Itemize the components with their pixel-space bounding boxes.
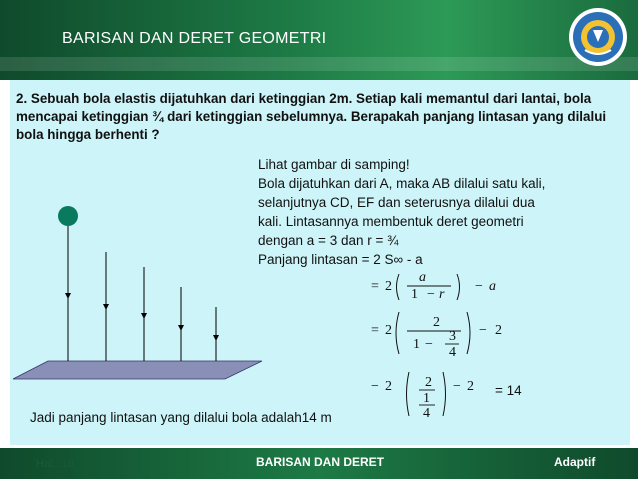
footer-title: BARISAN DAN DERET [256,455,385,469]
svg-text:=: = [371,323,379,338]
conclusion-text: Jadi panjang lintasan yang dilalui bola adalah14 m [30,410,332,425]
svg-text:1: 1 [423,391,430,406]
final-result: = 14 [495,383,522,398]
svg-text:r: r [439,287,445,302]
svg-text:2: 2 [385,379,392,394]
svg-text:2: 2 [433,315,440,330]
explanation-line: Panjang lintasan = 2 S∞ - a [258,252,423,267]
tut-wuri-handayani-logo [565,6,631,68]
page-number: Hal.: 18 [36,458,74,470]
svg-text:3: 3 [449,329,456,344]
explanation-text [258,155,618,269]
explanation-line: kali. Lintasannya membentuk deret geometri [258,214,524,229]
svg-text:−: − [371,379,379,394]
svg-text:2: 2 [467,379,474,394]
explanation-line: dengan a = 3 dan r = ¾ [258,233,399,248]
svg-text:a: a [419,270,426,285]
svg-text:−: − [425,337,433,352]
svg-text:=: = [371,279,379,294]
svg-text:−: − [453,379,461,394]
svg-text:−: − [475,279,483,294]
svg-text:4: 4 [449,345,456,360]
svg-text:a: a [489,279,496,294]
svg-text:2: 2 [385,279,392,294]
svg-text:−: − [427,287,435,302]
explanation-line: selanjutnya CD, EF dan seterusnya dilalui dua [258,195,535,210]
problem-statement: 2. Sebuah bola elastis dijatuhkan dari ketinggian 2m. Setiap kali memantul dari lantai, bola mencapai ketinggian ¾ dari ketinggian sebelumnya. Berapakah panjang lintasan yang dilalui bola hingga berhenti ? [16,91,607,142]
formula-derivation [365,262,540,422]
svg-text:2: 2 [425,375,432,390]
svg-text:1: 1 [411,287,418,302]
bouncing-ball-diagram [0,195,270,395]
floor-platform [13,361,262,379]
svg-text:4: 4 [423,406,430,421]
slide-title: BARISAN DAN DERET GEOMETRI [62,30,327,47]
svg-text:−: − [479,323,487,338]
svg-text:2: 2 [385,323,392,338]
explanation-line: Bola dijatuhkan dari A, maka AB dilalui satu kali, [258,176,546,191]
svg-text:2: 2 [495,323,502,338]
explanation-line: Lihat gambar di samping! [258,157,410,172]
footer-brand: Adaptif [554,455,596,469]
svg-text:1: 1 [413,337,420,352]
ball-icon [58,206,78,226]
